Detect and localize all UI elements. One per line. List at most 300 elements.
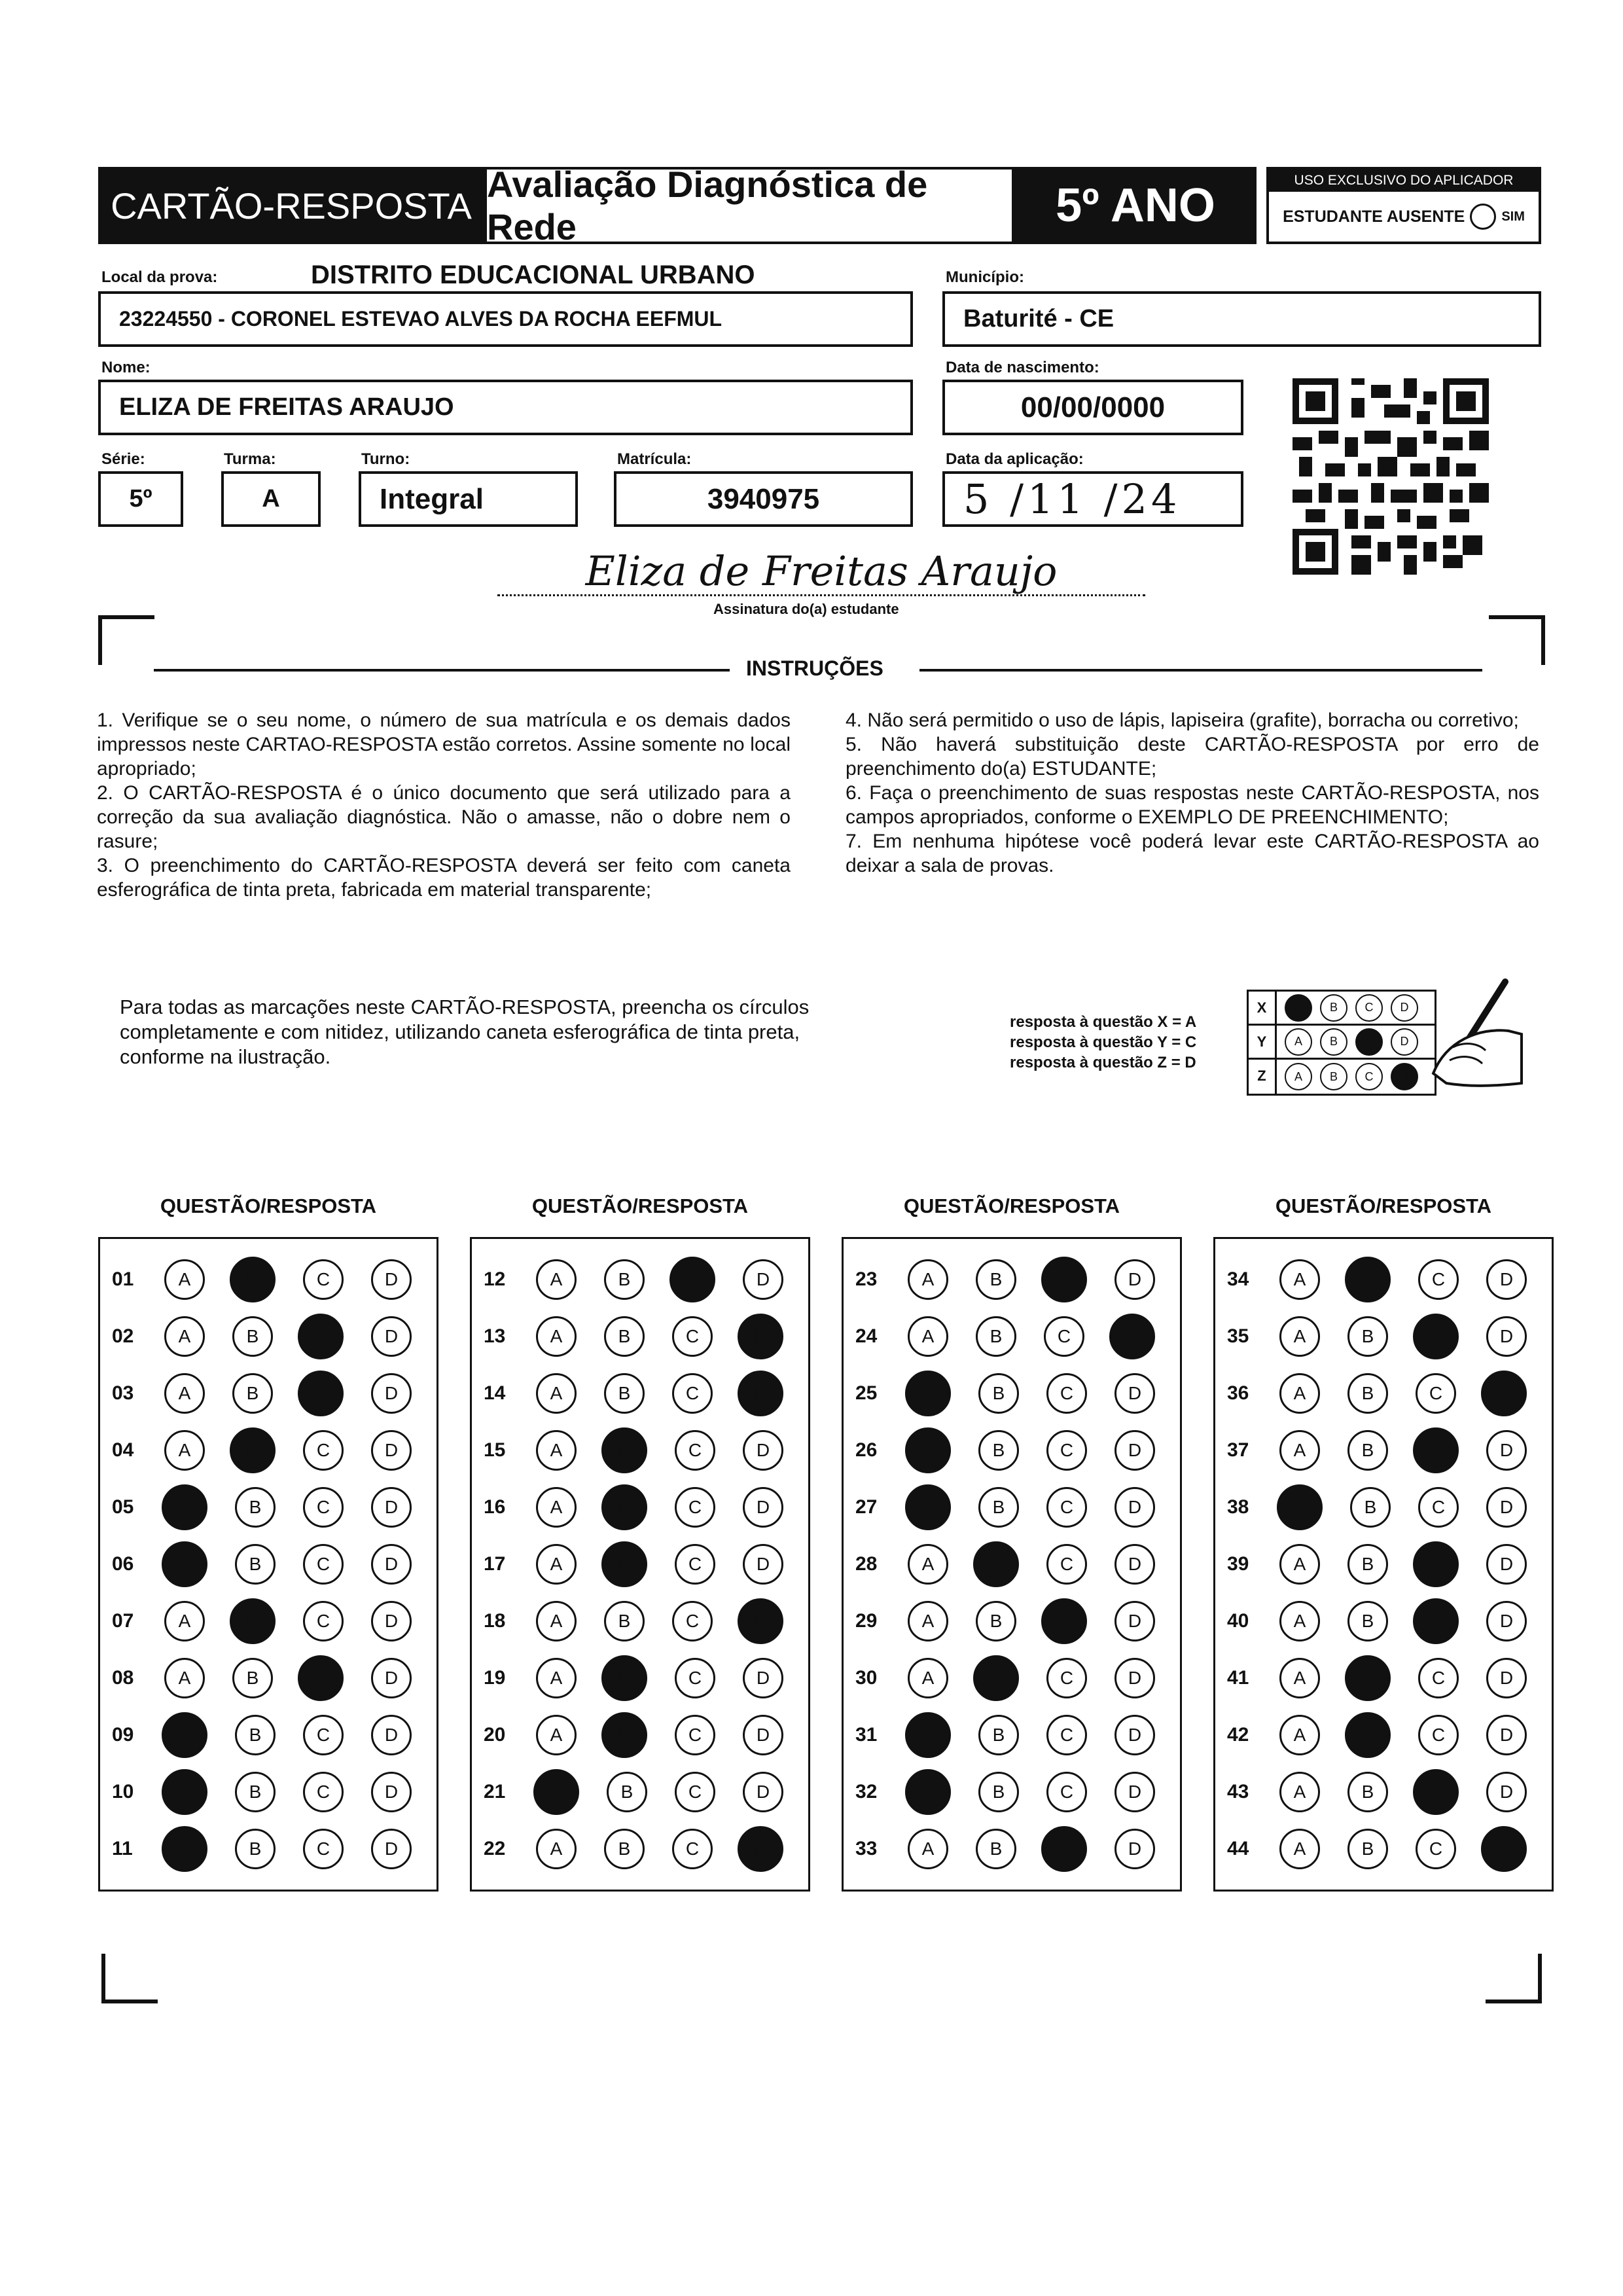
answer-bubble-d[interactable]: D — [738, 1826, 783, 1872]
aplicacao-label: Data da aplicação: — [946, 450, 1084, 468]
question-number: 02 — [112, 1325, 134, 1347]
answer-bubble-b[interactable]: B — [607, 1772, 647, 1812]
question-number: 22 — [484, 1837, 506, 1859]
answer-bubble-a[interactable]: A — [1279, 1658, 1320, 1698]
question-number: 30 — [855, 1666, 878, 1689]
question-number: 04 — [112, 1439, 134, 1461]
answer-column-3 — [842, 1237, 1182, 1892]
answer-bubble-a[interactable]: A — [533, 1769, 579, 1815]
answer-bubble-a[interactable]: A — [908, 1259, 948, 1300]
column-header: QUESTÃO/RESPOSTA — [160, 1194, 377, 1217]
answer-bubble-b[interactable]: B — [976, 1601, 1016, 1641]
answer-bubble-c[interactable]: C — [1413, 1541, 1459, 1587]
applicator-label: USO EXCLUSIVO DO APLICADOR — [1269, 170, 1539, 192]
answer-bubble-c[interactable]: C — [675, 1772, 715, 1812]
answer-bubble-c[interactable]: C — [1046, 1715, 1087, 1755]
question-number: 33 — [855, 1837, 878, 1859]
serie-field — [98, 471, 183, 527]
answer-bubble-b[interactable]: B — [601, 1655, 647, 1701]
fill-example-bubble-a: A — [1285, 1028, 1312, 1056]
answer-bubble-b[interactable]: B — [976, 1829, 1016, 1869]
answer-bubble-d[interactable]: D — [743, 1259, 783, 1300]
fill-example-bubble-b: B — [1320, 994, 1347, 1022]
answer-bubble-d[interactable]: D — [1115, 1658, 1155, 1698]
instruction-2: 2. O CARTÃO-RESPOSTA é o único documento que será utilizado para a correção da sua avaliação diagnóstica. Não o amasse, não o dobre nem o rasure; — [97, 782, 791, 852]
answer-bubble-d[interactable]: D — [1109, 1314, 1155, 1359]
answer-bubble-c[interactable]: C — [303, 1259, 344, 1300]
answer-bubble-a[interactable]: A — [1279, 1316, 1320, 1357]
fill-example-line-y: resposta à questão Y = C — [1010, 1033, 1197, 1051]
answer-bubble-d[interactable]: D — [1115, 1487, 1155, 1528]
answer-bubble-a[interactable]: A — [1279, 1715, 1320, 1755]
answer-bubble-b[interactable]: B — [1350, 1487, 1391, 1528]
aplicacao-field — [942, 471, 1243, 527]
answer-bubble-c[interactable]: C — [1044, 1316, 1084, 1357]
question-number: 41 — [1227, 1666, 1249, 1689]
fill-example-bubble-c: C — [1355, 994, 1383, 1022]
answer-bubble-b[interactable]: B — [1345, 1712, 1391, 1758]
answer-bubble-b[interactable]: B — [1347, 1544, 1388, 1585]
answer-bubble-d[interactable]: D — [738, 1598, 783, 1644]
question-number: 29 — [855, 1609, 878, 1632]
question-row — [855, 1365, 1180, 1422]
municipio-label: Município: — [946, 268, 1024, 286]
applicator-box — [1266, 167, 1541, 244]
instruction-5: 5. Não haverá substituição deste CARTÃO-RESPOSTA por erro de preenchimento do(a) ESTUDANTE; — [846, 734, 1539, 780]
answer-bubble-b[interactable]: B — [230, 1598, 276, 1644]
answer-bubble-b[interactable]: B — [1347, 1373, 1388, 1414]
answer-bubble-b[interactable]: B — [1347, 1601, 1388, 1641]
absent-label: ESTUDANTE AUSENTE — [1283, 207, 1465, 226]
answer-bubble-d[interactable]: D — [1115, 1544, 1155, 1585]
question-row — [484, 1763, 808, 1820]
question-number: 20 — [484, 1723, 506, 1746]
answer-bubble-c[interactable]: C — [303, 1544, 344, 1585]
answer-bubble-a[interactable]: A — [536, 1658, 577, 1698]
answer-bubble-c[interactable]: C — [1046, 1772, 1087, 1812]
answer-bubble-d[interactable]: D — [1486, 1772, 1527, 1812]
answer-bubble-d[interactable]: D — [743, 1430, 783, 1471]
answer-bubble-b[interactable]: B — [604, 1373, 645, 1414]
card-title — [98, 167, 484, 244]
answer-bubble-b[interactable]: B — [232, 1658, 273, 1698]
grade-title — [1014, 167, 1257, 244]
question-row — [1227, 1820, 1552, 1877]
local-value: DISTRITO EDUCACIONAL URBANO — [311, 260, 755, 289]
answer-bubble-d[interactable]: D — [743, 1487, 783, 1528]
answer-bubble-a[interactable]: A — [536, 1829, 577, 1869]
answer-bubble-c[interactable]: C — [1413, 1769, 1459, 1815]
turno-value: Integral — [380, 482, 484, 515]
answer-bubble-a[interactable]: A — [1279, 1829, 1320, 1869]
question-number: 34 — [1227, 1268, 1249, 1290]
serie-value: 5º — [129, 485, 152, 512]
answer-bubble-a[interactable]: A — [908, 1829, 948, 1869]
answer-bubble-d[interactable]: D — [743, 1658, 783, 1698]
answer-bubble-c[interactable]: C — [303, 1829, 344, 1869]
answer-bubble-a[interactable]: A — [164, 1430, 205, 1471]
question-row — [112, 1535, 437, 1592]
aplicacao-value: 5 /11 /24 — [963, 475, 1181, 523]
answer-bubble-c[interactable]: C — [298, 1371, 344, 1416]
fill-guide-text: Para todas as marcações neste CARTÃO-RESPOSTA, preencha os círculos completamente e com nitidez, utilizando caneta esferográfica de tinta preta, conforme na ilustração. — [120, 996, 810, 1068]
answer-bubble-a[interactable]: A — [1279, 1430, 1320, 1471]
answer-bubble-d[interactable]: D — [371, 1658, 412, 1698]
fill-example-bubble-a: A — [1285, 1063, 1312, 1090]
answer-bubble-c[interactable]: C — [303, 1487, 344, 1528]
question-number: 28 — [855, 1552, 878, 1575]
answer-bubble-a[interactable]: A — [536, 1544, 577, 1585]
answer-bubble-b[interactable]: B — [235, 1487, 276, 1528]
municipio-value: Baturité - CE — [963, 305, 1115, 332]
turno-field — [359, 471, 578, 527]
answer-bubble-a[interactable]: A — [1279, 1544, 1320, 1585]
answer-bubble-c[interactable]: C — [1041, 1826, 1087, 1872]
answer-bubble-d[interactable]: D — [1486, 1430, 1527, 1471]
column-header: QUESTÃO/RESPOSTA — [903, 1194, 1120, 1217]
question-number: 10 — [112, 1780, 134, 1803]
answer-bubble-b[interactable]: B — [235, 1829, 276, 1869]
question-row — [855, 1763, 1180, 1820]
answer-bubble-d[interactable]: D — [1486, 1658, 1527, 1698]
answer-bubble-a[interactable]: A — [1279, 1259, 1320, 1300]
answer-bubble-d[interactable]: D — [1115, 1259, 1155, 1300]
question-number: 17 — [484, 1552, 506, 1575]
answer-bubble-c[interactable]: C — [675, 1715, 715, 1755]
fill-example-row-label: X — [1249, 992, 1277, 1024]
question-number: 39 — [1227, 1552, 1249, 1575]
answer-bubble-a[interactable]: A — [162, 1712, 207, 1758]
question-number: 14 — [484, 1382, 506, 1404]
answer-bubble-c[interactable]: C — [298, 1314, 344, 1359]
answer-bubble-b[interactable]: B — [601, 1541, 647, 1587]
answer-bubble-b[interactable]: B — [230, 1427, 276, 1473]
answer-bubble-a[interactable]: A — [536, 1316, 577, 1357]
question-row — [855, 1479, 1180, 1535]
answer-bubble-c[interactable]: C — [672, 1316, 713, 1357]
answer-bubble-c[interactable]: C — [303, 1601, 344, 1641]
answer-bubble-a[interactable]: A — [905, 1484, 951, 1530]
answer-bubble-a[interactable]: A — [1279, 1601, 1320, 1641]
answer-bubble-c[interactable]: C — [1413, 1427, 1459, 1473]
answer-bubble-c[interactable]: C — [675, 1430, 715, 1471]
answer-bubble-b[interactable]: B — [601, 1712, 647, 1758]
answer-bubble-d[interactable]: D — [371, 1829, 412, 1869]
answer-bubble-b[interactable]: B — [973, 1541, 1019, 1587]
answer-bubble-a[interactable]: A — [905, 1712, 951, 1758]
fill-example-bubble-d: D — [1391, 994, 1418, 1022]
answer-bubble-a[interactable]: A — [164, 1601, 205, 1641]
answer-bubble-b[interactable]: B — [976, 1316, 1016, 1357]
answer-bubble-c[interactable]: C — [675, 1487, 715, 1528]
answer-bubble-d[interactable]: D — [371, 1544, 412, 1585]
answer-bubble-c[interactable]: C — [1418, 1715, 1459, 1755]
answer-bubble-d[interactable]: D — [1115, 1772, 1155, 1812]
answer-bubble-c[interactable]: C — [298, 1655, 344, 1701]
answer-bubble-d[interactable]: D — [1486, 1715, 1527, 1755]
fill-example-bubble-c: C — [1355, 1063, 1383, 1090]
fill-example-bubble-b: B — [1320, 1063, 1347, 1090]
answer-bubble-d[interactable]: D — [738, 1314, 783, 1359]
question-number: 36 — [1227, 1382, 1249, 1404]
answer-bubble-d[interactable]: D — [371, 1487, 412, 1528]
answer-column-2 — [470, 1237, 810, 1892]
answer-bubble-c[interactable]: C — [303, 1715, 344, 1755]
answer-bubble-b[interactable]: B — [1345, 1257, 1391, 1302]
question-row — [484, 1592, 808, 1649]
answer-bubble-d[interactable]: D — [743, 1544, 783, 1585]
answer-bubble-d[interactable]: D — [1481, 1826, 1527, 1872]
instructions-title: INSTRUÇÕES — [746, 656, 883, 680]
answer-bubble-d[interactable]: D — [743, 1715, 783, 1755]
answer-bubble-d[interactable]: D — [371, 1373, 412, 1414]
question-number: 38 — [1227, 1496, 1249, 1518]
answer-bubble-c[interactable]: C — [1416, 1829, 1456, 1869]
answer-bubble-d[interactable]: D — [1486, 1487, 1527, 1528]
answer-bubble-c[interactable]: C — [1418, 1658, 1459, 1698]
question-row — [1227, 1763, 1552, 1820]
turma-value: A — [262, 485, 280, 512]
answer-bubble-b[interactable]: B — [235, 1772, 276, 1812]
answer-bubble-a[interactable]: A — [908, 1658, 948, 1698]
answer-bubble-b[interactable]: B — [978, 1487, 1019, 1528]
answer-bubble-d[interactable]: D — [1486, 1259, 1527, 1300]
answer-bubble-d[interactable]: D — [1486, 1544, 1527, 1585]
pen-hand-icon — [1394, 969, 1525, 1100]
answer-bubble-a[interactable]: A — [162, 1826, 207, 1872]
fill-example-bubble-d: D — [1391, 1028, 1418, 1056]
question-number: 43 — [1227, 1780, 1249, 1803]
answer-bubble-b[interactable]: B — [978, 1715, 1019, 1755]
answer-bubble-b[interactable]: B — [973, 1655, 1019, 1701]
answer-bubble-c[interactable]: C — [672, 1829, 713, 1869]
question-row — [855, 1422, 1180, 1479]
answer-bubble-d[interactable]: D — [371, 1316, 412, 1357]
answer-bubble-b[interactable]: B — [235, 1544, 276, 1585]
question-row — [484, 1479, 808, 1535]
answer-bubble-a[interactable]: A — [164, 1658, 205, 1698]
answer-bubble-a[interactable]: A — [162, 1769, 207, 1815]
turno-label: Turno: — [361, 450, 410, 468]
school-value: 23224550 - CORONEL ESTEVAO ALVES DA ROCHA EEFMUL — [119, 307, 722, 331]
corner-bottom-left — [101, 1954, 158, 2003]
instruction-4: 4. Não será permitido o uso de lápis, lapiseira (grafite), borracha ou corretivo; — [846, 709, 1519, 731]
answer-bubble-d[interactable]: D — [1115, 1430, 1155, 1471]
nascimento-field — [942, 380, 1243, 435]
question-row — [112, 1592, 437, 1649]
answer-bubble-c[interactable]: C — [675, 1658, 715, 1698]
nascimento-value: 00/00/0000 — [1020, 391, 1166, 423]
question-row — [855, 1535, 1180, 1592]
answer-bubble-b[interactable]: B — [604, 1259, 645, 1300]
answer-bubble-c[interactable]: C — [1413, 1314, 1459, 1359]
question-row — [484, 1649, 808, 1706]
answer-bubble-a[interactable]: A — [908, 1316, 948, 1357]
answer-bubble-d[interactable]: D — [371, 1430, 412, 1471]
signature — [497, 548, 1145, 596]
answer-bubble-d[interactable]: D — [1115, 1373, 1155, 1414]
answer-bubble-c[interactable]: C — [303, 1772, 344, 1812]
answer-bubble-a[interactable]: A — [162, 1541, 207, 1587]
answer-bubble-c[interactable]: C — [672, 1373, 713, 1414]
answer-bubble-b[interactable]: B — [230, 1257, 276, 1302]
answer-bubble-b[interactable]: B — [232, 1373, 273, 1414]
instruction-3: 3. O preenchimento do CARTÃO-RESPOSTA deverá ser feito com caneta esferográfica de tinta preta, fabricada em material transparente; — [97, 855, 791, 901]
answer-bubble-d[interactable]: D — [371, 1772, 412, 1812]
answer-bubble-b[interactable]: B — [232, 1316, 273, 1357]
question-row — [112, 1479, 437, 1535]
answer-bubble-b[interactable]: B — [1347, 1430, 1388, 1471]
answer-bubble-d[interactable]: D — [1115, 1715, 1155, 1755]
matricula-value: 3940975 — [707, 482, 820, 515]
answer-bubble-b[interactable]: B — [604, 1316, 645, 1357]
answer-bubble-c[interactable]: C — [1418, 1259, 1459, 1300]
answer-bubble-a[interactable]: A — [164, 1373, 205, 1414]
answer-bubble-d[interactable]: D — [743, 1772, 783, 1812]
answer-bubble-d[interactable]: D — [371, 1259, 412, 1300]
question-number: 25 — [855, 1382, 878, 1404]
grade-title-text: 5º ANO — [1056, 179, 1215, 232]
signature-value: Eliza de Freitas Araujo — [585, 547, 1058, 595]
answer-bubble-b[interactable]: B — [978, 1430, 1019, 1471]
answer-bubble-a[interactable]: A — [905, 1427, 951, 1473]
instruction-6: 6. Faça o preenchimento de suas respostas neste CARTÃO-RESPOSTA, nos campos apropriados, conforme o EXEMPLO DE PREENCHIMENTO; — [846, 782, 1539, 828]
answer-bubble-d[interactable]: D — [1486, 1316, 1527, 1357]
answer-bubble-a[interactable]: A — [536, 1259, 577, 1300]
answer-bubble-b[interactable]: B — [235, 1715, 276, 1755]
answer-bubble-c[interactable]: C — [303, 1430, 344, 1471]
corner-bottom-right — [1486, 1954, 1542, 2003]
answer-bubble-a[interactable]: A — [164, 1316, 205, 1357]
question-row — [855, 1649, 1180, 1706]
question-row — [1227, 1479, 1552, 1535]
question-row — [1227, 1535, 1552, 1592]
answer-bubble-d[interactable]: D — [371, 1601, 412, 1641]
answer-bubble-c[interactable]: C — [1041, 1257, 1087, 1302]
question-row — [855, 1820, 1180, 1877]
instructions-left — [97, 708, 791, 902]
instructions-rule-left — [154, 669, 730, 672]
qr-code-icon — [1293, 378, 1489, 575]
answer-bubble-d[interactable]: D — [1115, 1829, 1155, 1869]
answer-bubble-b[interactable]: B — [601, 1427, 647, 1473]
question-number: 32 — [855, 1780, 878, 1803]
answer-bubble-b[interactable]: B — [604, 1829, 645, 1869]
exam-title — [484, 164, 1014, 247]
serie-label: Série: — [101, 450, 145, 468]
absent-sim: SIM — [1501, 209, 1525, 224]
answer-bubble-d[interactable]: D — [1115, 1601, 1155, 1641]
answer-bubble-a[interactable]: A — [1279, 1772, 1320, 1812]
answer-column-1 — [98, 1237, 438, 1892]
municipio-field — [942, 291, 1541, 347]
answer-bubble-c[interactable]: C — [672, 1601, 713, 1641]
question-number: 01 — [112, 1268, 134, 1290]
question-number: 16 — [484, 1496, 506, 1518]
answer-bubble-c[interactable]: C — [1413, 1598, 1459, 1644]
answer-bubble-d[interactable]: D — [1486, 1601, 1527, 1641]
question-row — [484, 1535, 808, 1592]
answer-bubble-d[interactable]: D — [371, 1715, 412, 1755]
question-row — [855, 1706, 1180, 1763]
question-number: 11 — [112, 1837, 133, 1859]
question-row — [484, 1251, 808, 1308]
question-number: 09 — [112, 1723, 134, 1746]
answer-bubble-c[interactable]: C — [1416, 1373, 1456, 1414]
question-row — [1227, 1251, 1552, 1308]
absent-checkbox[interactable] — [1470, 204, 1496, 230]
answer-bubble-a[interactable]: A — [905, 1371, 951, 1416]
answer-bubble-c[interactable]: C — [1046, 1658, 1087, 1698]
question-number: 06 — [112, 1552, 134, 1575]
answer-bubble-a[interactable]: A — [905, 1769, 951, 1815]
turma-label: Turma: — [224, 450, 276, 468]
answer-bubble-b[interactable]: B — [978, 1772, 1019, 1812]
answer-bubble-d[interactable]: D — [1481, 1371, 1527, 1416]
question-row — [1227, 1706, 1552, 1763]
answer-bubble-a[interactable]: A — [908, 1544, 948, 1585]
exam-title-text: Avaliação Diagnóstica de Rede — [487, 164, 928, 247]
answer-bubble-c[interactable]: C — [1046, 1373, 1087, 1414]
answer-bubble-c[interactable]: C — [1046, 1544, 1087, 1585]
fill-example-row-label: Z — [1249, 1060, 1277, 1094]
answer-bubble-b[interactable]: B — [1345, 1655, 1391, 1701]
question-row — [855, 1592, 1180, 1649]
question-number: 12 — [484, 1268, 506, 1290]
answer-bubble-b[interactable]: B — [601, 1484, 647, 1530]
answer-bubble-c[interactable]: C — [1041, 1598, 1087, 1644]
question-number: 18 — [484, 1609, 506, 1632]
answer-bubble-a[interactable]: A — [536, 1487, 577, 1528]
answer-bubble-a[interactable]: A — [1279, 1373, 1320, 1414]
answer-bubble-b[interactable]: B — [1347, 1829, 1388, 1869]
fill-example-line-z: resposta à questão Z = D — [1010, 1054, 1196, 1071]
answer-bubble-c[interactable]: C — [1418, 1487, 1459, 1528]
question-row — [484, 1308, 808, 1365]
fill-example-lines — [1010, 1012, 1196, 1073]
answer-bubble-b[interactable]: B — [976, 1259, 1016, 1300]
answer-bubble-d[interactable]: D — [738, 1371, 783, 1416]
answer-bubble-a[interactable]: A — [536, 1373, 577, 1414]
question-row — [112, 1820, 437, 1877]
answer-bubble-a[interactable]: A — [536, 1715, 577, 1755]
question-row — [855, 1308, 1180, 1365]
question-row — [484, 1820, 808, 1877]
answer-bubble-a[interactable]: A — [536, 1601, 577, 1641]
question-row — [484, 1706, 808, 1763]
answer-bubble-c[interactable]: C — [675, 1544, 715, 1585]
answer-bubble-b[interactable]: B — [604, 1601, 645, 1641]
question-row — [1227, 1365, 1552, 1422]
answer-bubble-a[interactable]: A — [1277, 1484, 1323, 1530]
answer-bubble-a[interactable]: A — [536, 1430, 577, 1471]
question-row — [112, 1422, 437, 1479]
nome-label: Nome: — [101, 359, 151, 376]
answer-bubble-a[interactable]: A — [162, 1484, 207, 1530]
answer-bubble-c[interactable]: C — [669, 1257, 715, 1302]
answer-bubble-b[interactable]: B — [1347, 1316, 1388, 1357]
corner-top-right — [1489, 615, 1545, 665]
answer-bubble-b[interactable]: B — [978, 1373, 1019, 1414]
question-row — [112, 1308, 437, 1365]
answer-bubble-a[interactable]: A — [908, 1601, 948, 1641]
answer-bubble-b[interactable]: B — [1347, 1772, 1388, 1812]
question-row — [1227, 1308, 1552, 1365]
answer-bubble-a[interactable]: A — [164, 1259, 205, 1300]
answer-bubble-c[interactable]: C — [1046, 1487, 1087, 1528]
answer-bubble-c[interactable]: C — [1046, 1430, 1087, 1471]
column-header: QUESTÃO/RESPOSTA — [1275, 1194, 1492, 1217]
